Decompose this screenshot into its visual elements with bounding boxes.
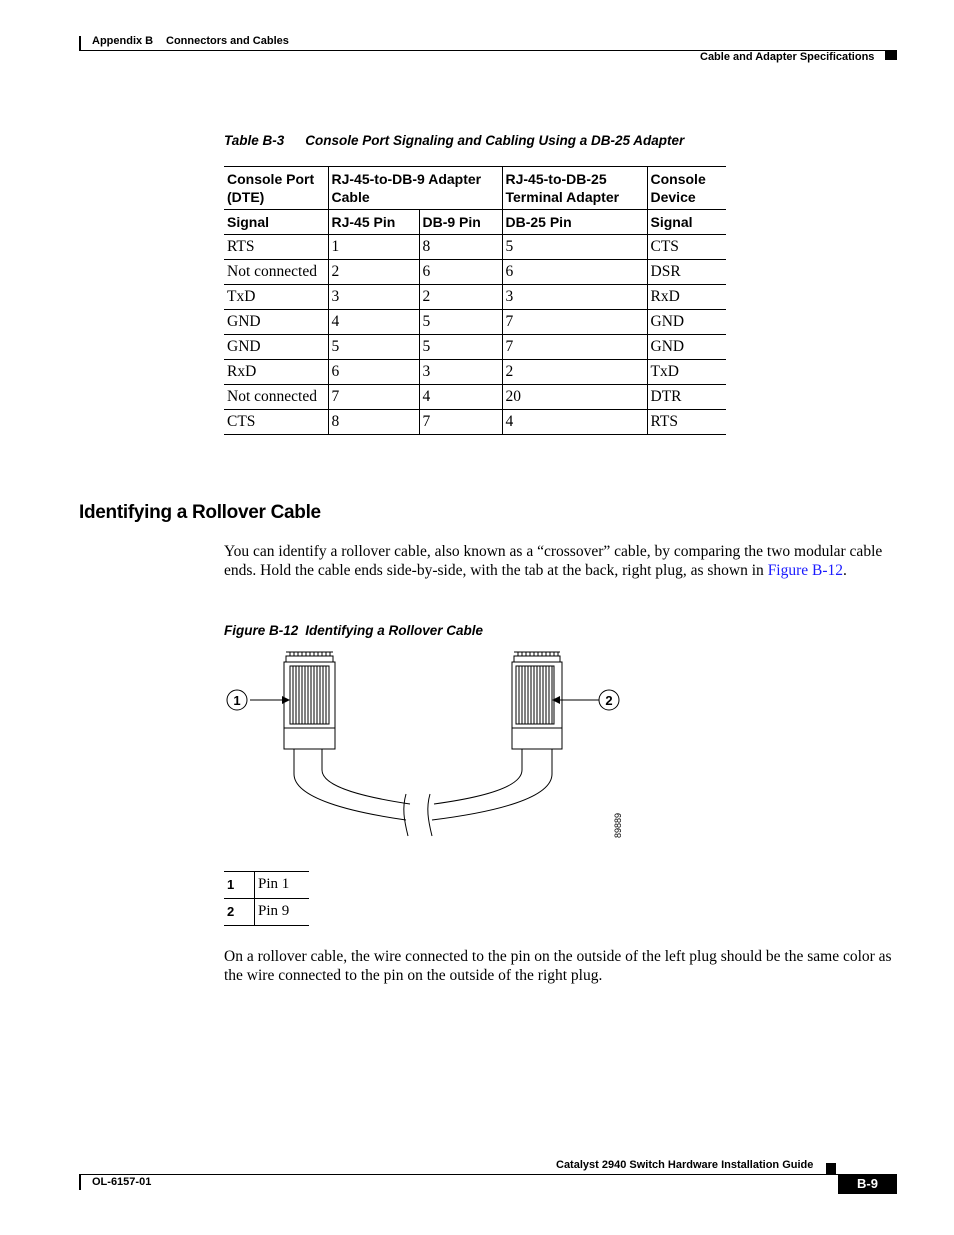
figure-caption (224, 623, 483, 638)
callout-legend (224, 871, 309, 926)
table-cell: DSR (647, 260, 726, 285)
group-header-db9-cable: RJ-45-to-DB-9 Adapter Cable (328, 167, 502, 210)
figure-link[interactable]: Figure B-12 (767, 562, 844, 579)
table-cell: 3 (419, 360, 502, 385)
table-cell: RxD (647, 285, 726, 310)
table-cell: GND (224, 335, 328, 360)
table-cell: 8 (328, 410, 419, 435)
table-cell: 4 (419, 385, 502, 410)
callout-2-number: 2 (605, 693, 613, 708)
footer-doc-number: OL-6157-01 (92, 1176, 152, 1188)
table-cell: Not connected (224, 385, 328, 410)
paragraph-text: You can identify a rollover cable, also known as a “crossover” cable, by comparing the two modular cable ends. Hold the cable ends side-by-side, with the tab at the back, right plug, as shown in (224, 543, 883, 579)
legend-number: 1 (224, 872, 255, 899)
group-header-console-port: Console Port (DTE) (224, 167, 328, 210)
column-header: DB-25 Pin (502, 210, 647, 235)
table-row (224, 410, 726, 435)
header-section: Cable and Adapter Specifications (700, 51, 875, 63)
footer-rule-vertical (79, 1174, 81, 1190)
table-cell: GND (647, 310, 726, 335)
header-appendix: Appendix B (92, 35, 154, 47)
table-row (224, 385, 726, 410)
table-cell: 5 (419, 310, 502, 335)
table-cell: 6 (502, 260, 647, 285)
table-row (224, 310, 726, 335)
cable-body (294, 749, 552, 836)
figure-caption-title: Identifying a Rollover Cable (305, 623, 484, 638)
table-cell: GND (647, 335, 726, 360)
table-group-header-row (224, 167, 726, 210)
table-cell: 4 (502, 410, 647, 435)
legend-label: Pin 1 (255, 872, 310, 899)
table-cell: 6 (419, 260, 502, 285)
table-cell: 2 (328, 260, 419, 285)
figure-caption-number: Figure B-12 (224, 623, 299, 638)
table-cell: 7 (502, 335, 647, 360)
table-row (224, 235, 726, 260)
table-cell: TxD (647, 360, 726, 385)
table-cell: 7 (502, 310, 647, 335)
column-header: Signal (647, 210, 726, 235)
table-cell: 3 (328, 285, 419, 310)
legend-row (224, 872, 309, 899)
table-cell: 8 (419, 235, 502, 260)
table-cell: Not connected (224, 260, 328, 285)
table-cell: 2 (502, 360, 647, 385)
group-header-db25-adapter: RJ-45-to-DB-25 Terminal Adapter (502, 167, 647, 210)
callout-1-number: 1 (233, 693, 241, 708)
closing-paragraph: On a rollover cable, the wire connected to the pin on the outside of the left plug should be the same color as the wire connected to the pin on the outside of the right plug. (224, 948, 892, 984)
table-cell: RTS (647, 410, 726, 435)
header-marker (885, 50, 897, 60)
table-cell: 7 (419, 410, 502, 435)
table-cell: TxD (224, 285, 328, 310)
group-header-console-device: Console Device (647, 167, 726, 210)
header-chapter: Connectors and Cables (166, 35, 289, 47)
footer-marker (826, 1163, 836, 1174)
column-header: Signal (224, 210, 328, 235)
footer-guide-title: Catalyst 2940 Switch Hardware Installation Guide (556, 1159, 814, 1171)
table-cell: 4 (328, 310, 419, 335)
table-cell: RxD (224, 360, 328, 385)
table-cell: 6 (328, 360, 419, 385)
legend-number: 2 (224, 899, 255, 926)
table-cell: 5 (419, 335, 502, 360)
table-row (224, 260, 726, 285)
legend-row (224, 899, 309, 926)
table-row (224, 285, 726, 310)
table-caption-number: Table B-3 (224, 133, 285, 148)
table-cell: 20 (502, 385, 647, 410)
footer-rule (79, 1174, 897, 1175)
table-caption-title: Console Port Signaling and Cabling Using a DB-25 Adapter (305, 133, 685, 148)
paragraph-text-end: . (843, 562, 847, 579)
table-cell: 5 (502, 235, 647, 260)
rollover-cable-figure (220, 648, 640, 848)
table-cell: CTS (647, 235, 726, 260)
table-cell: CTS (224, 410, 328, 435)
table-row (224, 360, 726, 385)
table-cell: 3 (502, 285, 647, 310)
column-header: DB-9 Pin (419, 210, 502, 235)
table-caption (224, 133, 684, 148)
table-cell: GND (224, 310, 328, 335)
signaling-table (224, 166, 726, 435)
table-cell: DTR (647, 385, 726, 410)
legend-label: Pin 9 (255, 899, 310, 926)
table-row (224, 335, 726, 360)
header-rule-vertical (79, 36, 81, 51)
column-header: RJ-45 Pin (328, 210, 419, 235)
page-number: B-9 (838, 1174, 897, 1194)
left-plug (284, 652, 335, 749)
table-cell: 5 (328, 335, 419, 360)
table-cell: 7 (328, 385, 419, 410)
figure-id: 89889 (613, 812, 623, 838)
table-cell: 2 (419, 285, 502, 310)
table-column-header-row (224, 210, 726, 235)
table-cell: RTS (224, 235, 328, 260)
table-cell: 1 (328, 235, 419, 260)
section-heading: Identifying a Rollover Cable (79, 502, 321, 523)
body-paragraph (224, 542, 894, 580)
